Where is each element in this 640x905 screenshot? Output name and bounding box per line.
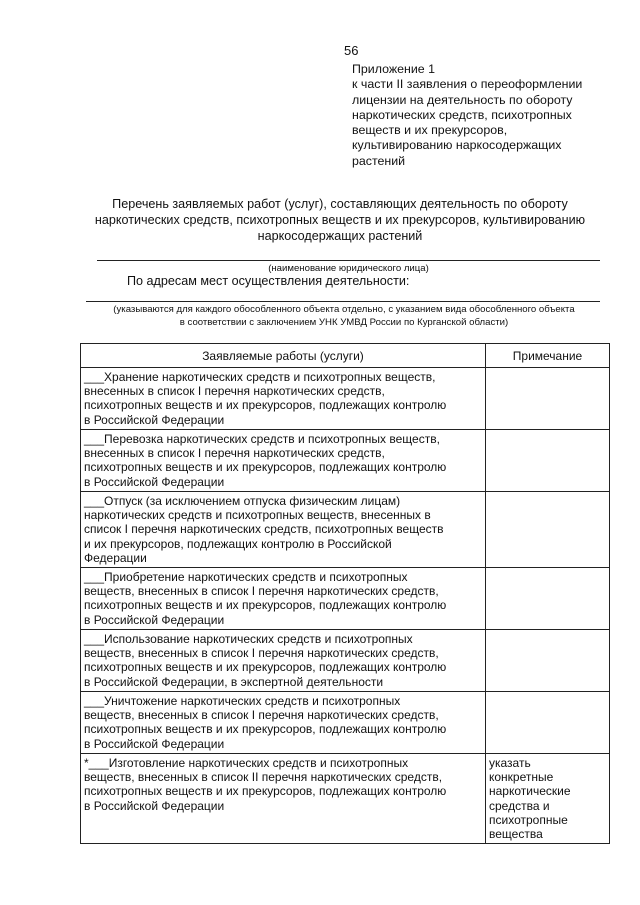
work-line: ___Перевозка наркотических средств и психотропных веществ, [84, 432, 440, 446]
table-body [81, 368, 610, 844]
work-line: ___Уничтожение наркотических средств и психотропных [84, 694, 401, 709]
note-line: наркотические [489, 784, 571, 799]
address-label: По адресам мест осуществления деятельности: [127, 274, 410, 288]
work-line: в Российской Федерации [84, 736, 225, 751]
work-line: список I перечня наркотических средств, психотропных веществ [84, 522, 444, 537]
works-table [80, 343, 610, 844]
table-header-row [81, 344, 610, 368]
work-cell [81, 368, 486, 430]
table-row [81, 630, 610, 692]
heading-line: наркотических средств, психотропных веществ и их прекурсоров, культивированию [94, 213, 586, 227]
appendix-line: веществ и их прекурсоров, [352, 123, 508, 138]
table-row [81, 754, 610, 844]
work-line: психотропных веществ и их прекурсоров, подлежащих контролю [84, 398, 447, 413]
note-cell [486, 492, 610, 568]
work-line: веществ, внесенных в список I перечня наркотических средств, [84, 646, 439, 661]
appendix-line: к части II заявления о переоформлении [352, 77, 583, 92]
appendix-note [352, 62, 622, 169]
table-row [81, 430, 610, 492]
work-line: ___Приобретение наркотических средств и психотропных [84, 570, 408, 585]
work-line: психотропных веществ и их прекурсоров, подлежащих контролю [84, 660, 447, 675]
table-row [81, 492, 610, 568]
work-line: психотропных веществ и их прекурсоров, подлежащих контролю [84, 722, 447, 737]
heading-line: наркосодержащих растений [257, 229, 423, 243]
page-number: 56 [344, 43, 359, 58]
work-line: ___Хранение наркотических средств и психотропных веществ, [84, 370, 436, 384]
address-caption [70, 304, 618, 329]
work-cell [81, 630, 486, 692]
appendix-line: культивированию наркосодержащих [352, 138, 562, 153]
work-line: веществ, внесенных в список I перечня наркотических средств, [84, 708, 439, 723]
appendix-line: Приложение 1 [352, 62, 436, 76]
note-line: указать [489, 756, 531, 771]
work-line: веществ, внесенных в список II перечня наркотических средств, [84, 770, 443, 785]
note-cell [486, 430, 610, 492]
work-line: в Российской Федерации, в экспертной деятельности [84, 674, 384, 689]
column-header-works: Заявляемые работы (услуги) [81, 344, 486, 368]
work-line: психотропных веществ и их прекурсоров, подлежащих контролю [84, 598, 447, 613]
note-cell [486, 630, 610, 692]
work-cell [81, 568, 486, 630]
work-line: Федерации [84, 550, 147, 565]
work-line: в Российской Федерации [84, 612, 225, 627]
legal-entity-line [97, 260, 600, 261]
table-row [81, 368, 610, 430]
address-caption-line: (указываются для каждого обособленного объекта отдельно, с указанием вида обособленного объекта [113, 304, 575, 315]
work-line: веществ, внесенных в список I перечня наркотических средств, [84, 584, 439, 599]
work-line: внесенных в список I перечня наркотических средств, [84, 446, 385, 461]
table-row [81, 568, 610, 630]
work-cell [81, 430, 486, 492]
work-line: наркотических средств и психотропных веществ, внесенных в [84, 508, 431, 523]
note-line: вещества [489, 827, 543, 842]
work-line: ___Отпуск (за исключением отпуска физическим лицам) [84, 494, 401, 508]
appendix-line: растений [352, 153, 406, 168]
document-heading [60, 196, 620, 244]
work-line: в Российской Федерации [84, 798, 225, 813]
heading-line: Перечень заявляемых работ (услуг), составляющих деятельность по обороту [112, 197, 568, 211]
work-line: психотропных веществ и их прекурсоров, подлежащих контролю [84, 784, 447, 799]
work-line: в Российской Федерации [84, 412, 225, 427]
note-cell [486, 368, 610, 430]
work-cell [81, 492, 486, 568]
column-header-note: Примечание [486, 344, 610, 368]
address-caption-line: в соответствии с заключением УНК УМВД России по Курганской области) [179, 316, 509, 328]
work-line: ___Использование наркотических средств и психотропных [84, 632, 413, 647]
legal-entity-caption: (наименование юридического лица) [268, 263, 429, 274]
appendix-line: лицензии на деятельность по обороту [352, 92, 573, 107]
work-line: в Российской Федерации [84, 474, 225, 489]
note-cell [486, 692, 610, 754]
appendix-line: наркотических средств, психотропных [352, 107, 572, 122]
work-cell [81, 754, 486, 844]
note-cell [486, 568, 610, 630]
work-line: и их прекурсоров, подлежащих контролю в Российской [84, 536, 392, 551]
note-line: психотропные [489, 812, 568, 827]
work-line: психотропных веществ и их прекурсоров, подлежащих контролю [84, 460, 447, 475]
work-cell [81, 692, 486, 754]
table-row [81, 692, 610, 754]
address-line [86, 301, 600, 302]
note-line: средства и [489, 798, 550, 813]
work-line: внесенных в список I перечня наркотических средств, [84, 384, 385, 399]
note-cell [486, 754, 610, 844]
note-line: конкретные [489, 770, 554, 785]
work-line: *___Изготовление наркотических средств и психотропных [84, 756, 409, 771]
